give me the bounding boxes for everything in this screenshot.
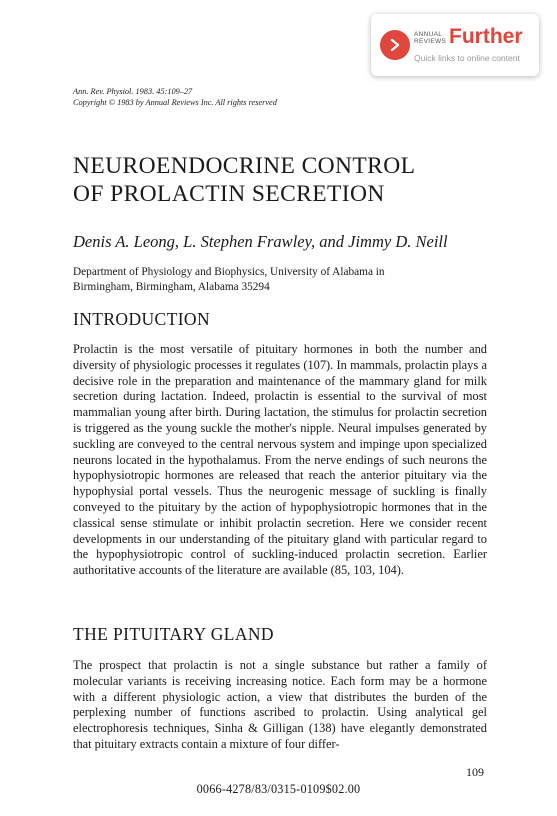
badge-line-reviews: REVIEWS [414,38,447,45]
author-affiliation [73,265,385,295]
section-heading-introduction: INTRODUCTION [73,309,211,329]
title-line-2: OF PROLACTIN SECRETION [73,181,385,207]
journal-citation [73,86,277,108]
page-number: 109 [466,765,484,779]
affiliation-line-2: Birmingham, Birmingham, Alabama 35294 [73,281,270,293]
annual-reviews-further-badge[interactable] [371,14,539,76]
further-logo-circle [380,30,410,60]
badge-line-annual: ANNUAL [414,31,443,38]
chevron-right-icon [388,38,402,52]
copyright-line: Copyright © 1983 by Annual Reviews Inc. All rights reserved [73,98,277,107]
title-line-1: NEUROENDOCRINE CONTROL [73,153,416,179]
article-code-footer: 0066-4278/83/0315-0109$02.00 [196,782,361,796]
introduction-paragraph: Prolactin is the most versatile of pituitary hormones in both the number and diversity of physiologic processes it regulates (107). In mammals, prolactin plays a decisive role in the preparation and maintenance of the mammary gland for milk secretion during lactation. Indeed, prolactin is essential to the survival of most mammalian young after birth. During lactation, the stimulus for prolactin secretion is triggered as the young suckle the mother's nipple. Neural impulses generated by suckling are conveyed to the central nervous system and impinge upon specialized neurons located in the hypothalamus. From the nerve endings of such neurons the hypophysiotropic hormones are released that reach the anterior pituitary via the hypophysial portal vessels. Thus the neurogenic message of suckling is finally conveyed to the pituitary by the action of hypophysiotropic hormones that in the classical sense stimulate or inhibit prolactin secretion. Here we consider recent developments in our understanding of the pituitary gland with particular regard to the hypophysiotropic control of suckling-induced prolactin secretion. Earlier authoritative accounts of the literature are available (85, 103, 104). [73,342,487,578]
author-list: Denis A. Leong, L. Stephen Frawley, and Jimmy D. Neill [73,232,448,251]
article-title [73,152,415,208]
annual-reviews-wordmark [414,31,446,45]
pituitary-gland-paragraph: The prospect that prolactin is not a single substance but rather a family of molecular variants is receiving increasing notice. Each form may be a hormone with a different physiologic action, a view that distributes the burden of the perplexing number of functions ascribed to prolactin. Using analytical gel electrophoresis techniques, Sinha & Gilligan (138) have elegantly demonstrated that pituitary extracts contain a mixture of four differ- [73,658,487,751]
further-brand: Further [449,25,523,48]
further-subtitle: Quick links to online content [414,53,520,63]
citation-line: Ann. Rev. Physiol. 1983. 45:109–27 [73,87,193,96]
affiliation-line-1: Department of Physiology and Biophysics, University of Alabama in [73,266,385,278]
section-heading-pituitary-gland: THE PITUITARY GLAND [73,624,274,644]
